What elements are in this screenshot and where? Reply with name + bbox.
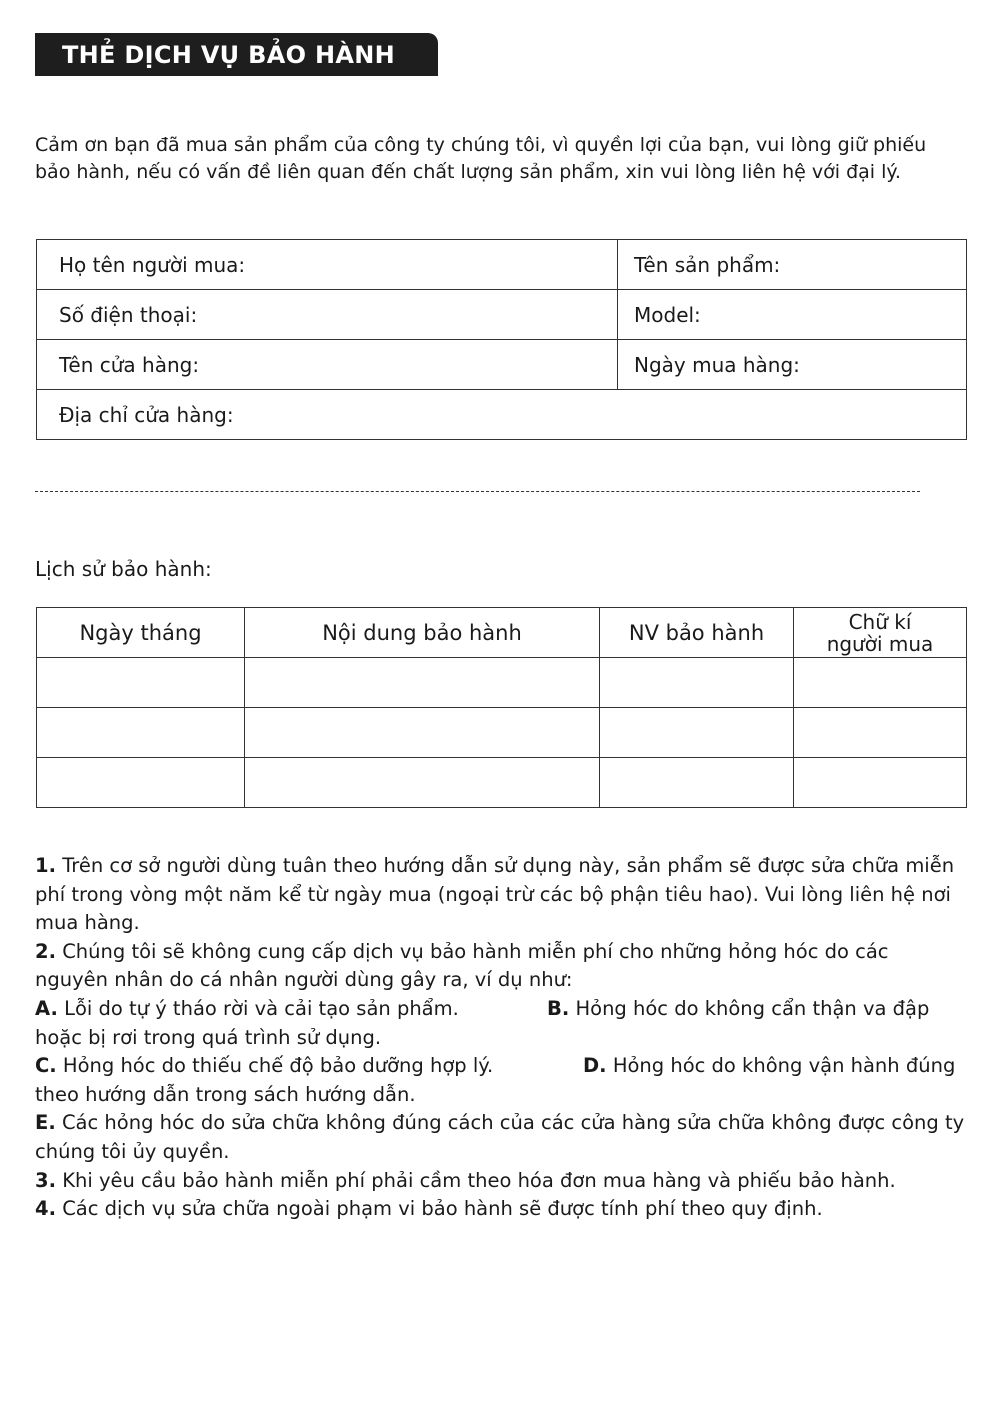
term-letter: B. bbox=[547, 996, 570, 1020]
term-text: Hỏng hóc do không vận hành đúng theo hướng dẫn trong sách hướng dẫn. bbox=[35, 1054, 956, 1106]
cut-line-divider bbox=[35, 491, 920, 492]
term-text: Khi yêu cầu bảo hành miễn phí phải cầm theo hóa đơn mua hàng và phiếu bảo hành. bbox=[62, 1168, 896, 1192]
table-cell[interactable] bbox=[245, 658, 600, 708]
header-signature bbox=[794, 608, 967, 658]
term-number: 4. bbox=[35, 1197, 56, 1221]
header-signature-line2: người mua bbox=[826, 631, 934, 656]
buyer-name-field[interactable]: Họ tên người mua: bbox=[37, 240, 618, 290]
table-cell[interactable] bbox=[245, 708, 600, 758]
table-cell[interactable] bbox=[600, 758, 794, 808]
table-row bbox=[37, 708, 967, 758]
table-row bbox=[37, 340, 967, 390]
store-address-field[interactable]: Địa chỉ cửa hàng: bbox=[37, 390, 967, 440]
term-2 bbox=[35, 938, 965, 995]
table-cell[interactable] bbox=[600, 708, 794, 758]
term-number: 2. bbox=[35, 939, 56, 963]
term-text: Hỏng hóc do thiếu chế độ bảo dưỡng hợp lý. bbox=[62, 1054, 494, 1078]
term-text: Các dịch vụ sửa chữa ngoài phạm vi bảo hành sẽ được tính phí theo quy định. bbox=[62, 1197, 823, 1221]
history-label: Lịch sử bảo hành: bbox=[35, 557, 212, 581]
table-row bbox=[37, 758, 967, 808]
table-row bbox=[37, 290, 967, 340]
table-row bbox=[37, 658, 967, 708]
term-letter: C. bbox=[35, 1054, 57, 1078]
table-cell[interactable] bbox=[794, 658, 967, 708]
term-text: Hỏng hóc do không cẩn thận va đập hoặc bị rơi trong quá trình sử dụng. bbox=[35, 996, 930, 1049]
buyer-info-table bbox=[36, 239, 967, 440]
header-staff: NV bảo hành bbox=[600, 608, 794, 658]
table-row bbox=[37, 240, 967, 290]
table-cell[interactable] bbox=[600, 658, 794, 708]
warranty-terms bbox=[35, 852, 965, 1224]
table-cell[interactable] bbox=[245, 758, 600, 808]
term-text: Trên cơ sở người dùng tuân theo hướng dẫn sử dụng này, sản phẩm sẽ được sửa chữa miễn phí trong vòng một năm kể từ ngày mua (ngoại trừ các bộ phận tiêu hao). Vui lòng liên hệ nơi mua hàng. bbox=[35, 854, 955, 935]
intro-text: Cảm ơn bạn đã mua sản phẩm của công ty chúng tôi, vì quyền lợi của bạn, vui lòng giữ phiếu bảo hành, nếu có vấn đề liên quan đến chất lượng sản phẩm, xin vui lòng liên hệ với đại lý. bbox=[35, 134, 927, 183]
term-2-ab bbox=[35, 995, 965, 1052]
term-text: Chúng tôi sẽ không cung cấp dịch vụ bảo hành miễn phí cho những hỏng hóc do các nguyên nhân do cá nhân người dùng gây ra, ví dụ như: bbox=[35, 939, 889, 992]
header-signature-line1: Chữ kí bbox=[848, 609, 912, 634]
product-name-field[interactable]: Tên sản phẩm: bbox=[618, 240, 967, 290]
table-row bbox=[37, 390, 967, 440]
table-header-row bbox=[37, 608, 967, 658]
term-text: Lỗi do tự ý tháo rời và cải tạo sản phẩm. bbox=[64, 996, 459, 1020]
purchase-date-field[interactable]: Ngày mua hàng: bbox=[618, 340, 967, 390]
page-title: THẺ DỊCH VỤ BẢO HÀNH bbox=[62, 40, 395, 69]
term-number: 3. bbox=[35, 1168, 56, 1192]
header-content: Nội dung bảo hành bbox=[245, 608, 600, 658]
term-4 bbox=[35, 1195, 965, 1224]
warranty-history-table bbox=[36, 607, 967, 808]
title-banner bbox=[35, 33, 438, 76]
model-field[interactable]: Model: bbox=[618, 290, 967, 340]
term-2-e bbox=[35, 1109, 965, 1166]
term-letter: D. bbox=[583, 1054, 607, 1078]
term-3 bbox=[35, 1167, 965, 1196]
table-cell[interactable] bbox=[794, 708, 967, 758]
term-letter: A. bbox=[35, 996, 58, 1020]
header-date: Ngày tháng bbox=[37, 608, 245, 658]
table-cell[interactable] bbox=[37, 758, 245, 808]
term-text: Các hỏng hóc do sửa chữa không đúng cách của các cửa hàng sửa chữa không được công ty chúng tôi ủy quyền. bbox=[35, 1111, 965, 1163]
store-name-field[interactable]: Tên cửa hàng: bbox=[37, 340, 618, 390]
phone-field[interactable]: Số điện thoại: bbox=[37, 290, 618, 340]
table-cell[interactable] bbox=[794, 758, 967, 808]
table-cell[interactable] bbox=[37, 708, 245, 758]
term-2-cd bbox=[35, 1052, 965, 1109]
table-cell[interactable] bbox=[37, 658, 245, 708]
term-1 bbox=[35, 852, 965, 938]
term-letter: E. bbox=[35, 1111, 56, 1135]
term-number: 1. bbox=[35, 854, 56, 877]
